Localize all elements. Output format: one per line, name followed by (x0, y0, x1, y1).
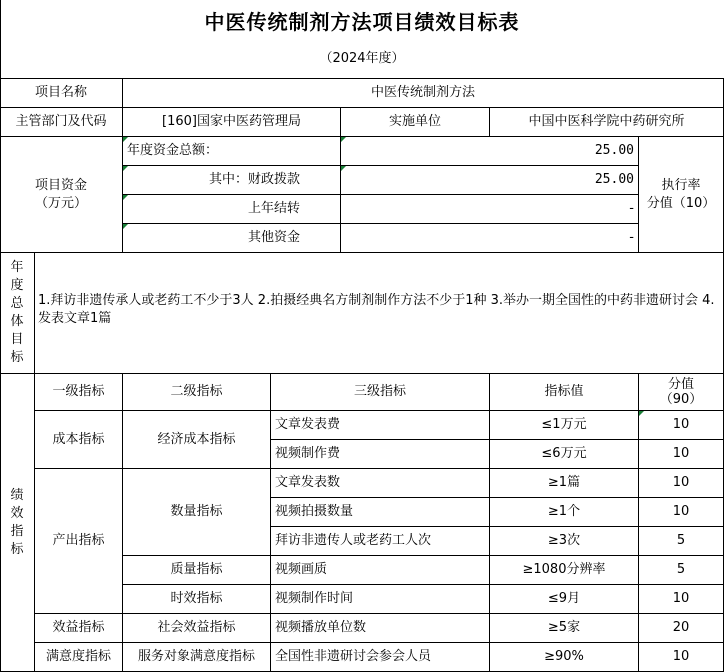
indicator-name: 视频制作时间 (275, 591, 354, 606)
indicator-name: 拜访非遗传人或老药工人次 (275, 533, 432, 548)
goal-label-char: 标 (10, 350, 24, 365)
header-level2: 二级指标 (170, 384, 223, 399)
indicator-target: ≥5家 (547, 620, 581, 635)
funds-row-value: - (629, 230, 634, 245)
goal-label-char: 年 (10, 260, 24, 275)
indicator-target: ≤9月 (547, 591, 581, 606)
indicator-target: ≤6万元 (541, 446, 587, 461)
subgroup-cost-economic: 经济成本指标 (157, 431, 236, 447)
indicator-score: 5 (676, 562, 686, 577)
funds-row-label: 其他资金 (247, 230, 300, 245)
funds-label-line1: 项目资金 (34, 177, 87, 193)
indicator-score: 10 (672, 649, 690, 664)
funds-section-label (0, 137, 122, 252)
group-cost: 成本指标 (52, 431, 105, 447)
indicator-score: 10 (672, 504, 690, 519)
group-output: 产出指标 (52, 533, 105, 548)
document-title: 中医传统制剂方法项目绩效目标表 (204, 10, 520, 34)
header-score (639, 374, 723, 410)
goal-label-char: 度 (10, 278, 24, 293)
indicator-target: ≥90% (544, 649, 584, 664)
subgroup-satisfaction-service: 服务对象满意度指标 (137, 649, 255, 664)
impl-value: 中国中医科学院中药研究所 (528, 114, 685, 129)
funds-row-label: 上年结转 (247, 201, 300, 216)
goal-label-char: 总 (10, 296, 24, 311)
indicator-score: 10 (672, 591, 690, 606)
funds-label-line2: （万元） (34, 195, 87, 211)
document-subtitle: （2024年度） (319, 51, 405, 66)
indicator-target: ≥1个 (547, 504, 581, 519)
header-target: 指标值 (544, 384, 584, 399)
impl-label: 实施单位 (388, 114, 441, 129)
project-name-label: 项目名称 (34, 85, 87, 100)
execution-rate-label (639, 137, 723, 252)
subgroup-output-timeliness: 时效指标 (170, 591, 223, 606)
indicator-name: 文章发表数 (275, 475, 341, 490)
perf-label-char: 标 (10, 541, 24, 557)
header-level3: 三级指标 (353, 384, 406, 399)
header-score-line2: （90） (659, 392, 703, 407)
header-level1: 一级指标 (52, 384, 105, 399)
indicator-name: 全国性非遗研讨会参会人员 (275, 649, 432, 664)
subgroup-output-quality: 质量指标 (170, 562, 223, 577)
goal-label-char: 目 (10, 332, 24, 347)
indicator-score: 10 (672, 417, 690, 432)
rate-label-line1: 执行率 (661, 177, 701, 193)
group-satisfaction: 满意度指标 (45, 649, 111, 664)
indicator-score: 10 (672, 475, 690, 490)
indicator-name: 视频播放单位数 (275, 620, 367, 635)
perf-label-char: 绩 (10, 487, 24, 503)
indicator-target: ≤1万元 (541, 417, 587, 432)
subgroup-benefit-social: 社会效益指标 (157, 620, 236, 635)
subgroup-output-quantity: 数量指标 (170, 504, 223, 519)
performance-label (0, 374, 34, 671)
header-score-line1: 分值 (667, 377, 694, 392)
funds-row-value: 25.00 (594, 172, 634, 187)
annual-goal-label (0, 253, 34, 373)
indicator-name: 视频制作费 (275, 446, 341, 461)
project-name-value: 中医传统制剂方法 (370, 85, 475, 100)
rate-label-line2: 分值（10） (646, 195, 716, 211)
indicator-score: 10 (672, 446, 690, 461)
indicator-name: 视频画质 (275, 562, 328, 577)
group-benefit: 效益指标 (52, 620, 105, 635)
dept-value: [160]国家中医药管理局 (162, 114, 301, 129)
funds-row-value: 25.00 (594, 143, 634, 158)
funds-row-value: - (629, 201, 634, 216)
indicator-score: 20 (672, 620, 690, 635)
indicator-target: ≥1篇 (547, 475, 581, 490)
indicator-target: ≥3次 (547, 533, 581, 548)
perf-label-char: 效 (10, 505, 24, 521)
perf-label-char: 指 (10, 523, 24, 539)
indicator-name: 文章发表费 (275, 417, 341, 432)
indicator-target: ≥1080分辨率 (522, 562, 606, 577)
indicator-name: 视频拍摄数量 (275, 504, 354, 519)
goal-label-char: 体 (10, 314, 24, 329)
annual-goal-text: 1.拜访非遗传承人或老药工不少于3人 2.拍摄经典名方制剂制作方法不少于1种 3.举办一期全国性的中药非遗研讨会 4.发表文章1篇 (38, 293, 715, 326)
funds-row-label: 年度资金总额： (127, 143, 219, 158)
funds-row-label: 其中：财政拨款 (208, 172, 300, 187)
indicator-score: 5 (676, 533, 686, 548)
dept-label: 主管部门及代码 (15, 114, 107, 129)
